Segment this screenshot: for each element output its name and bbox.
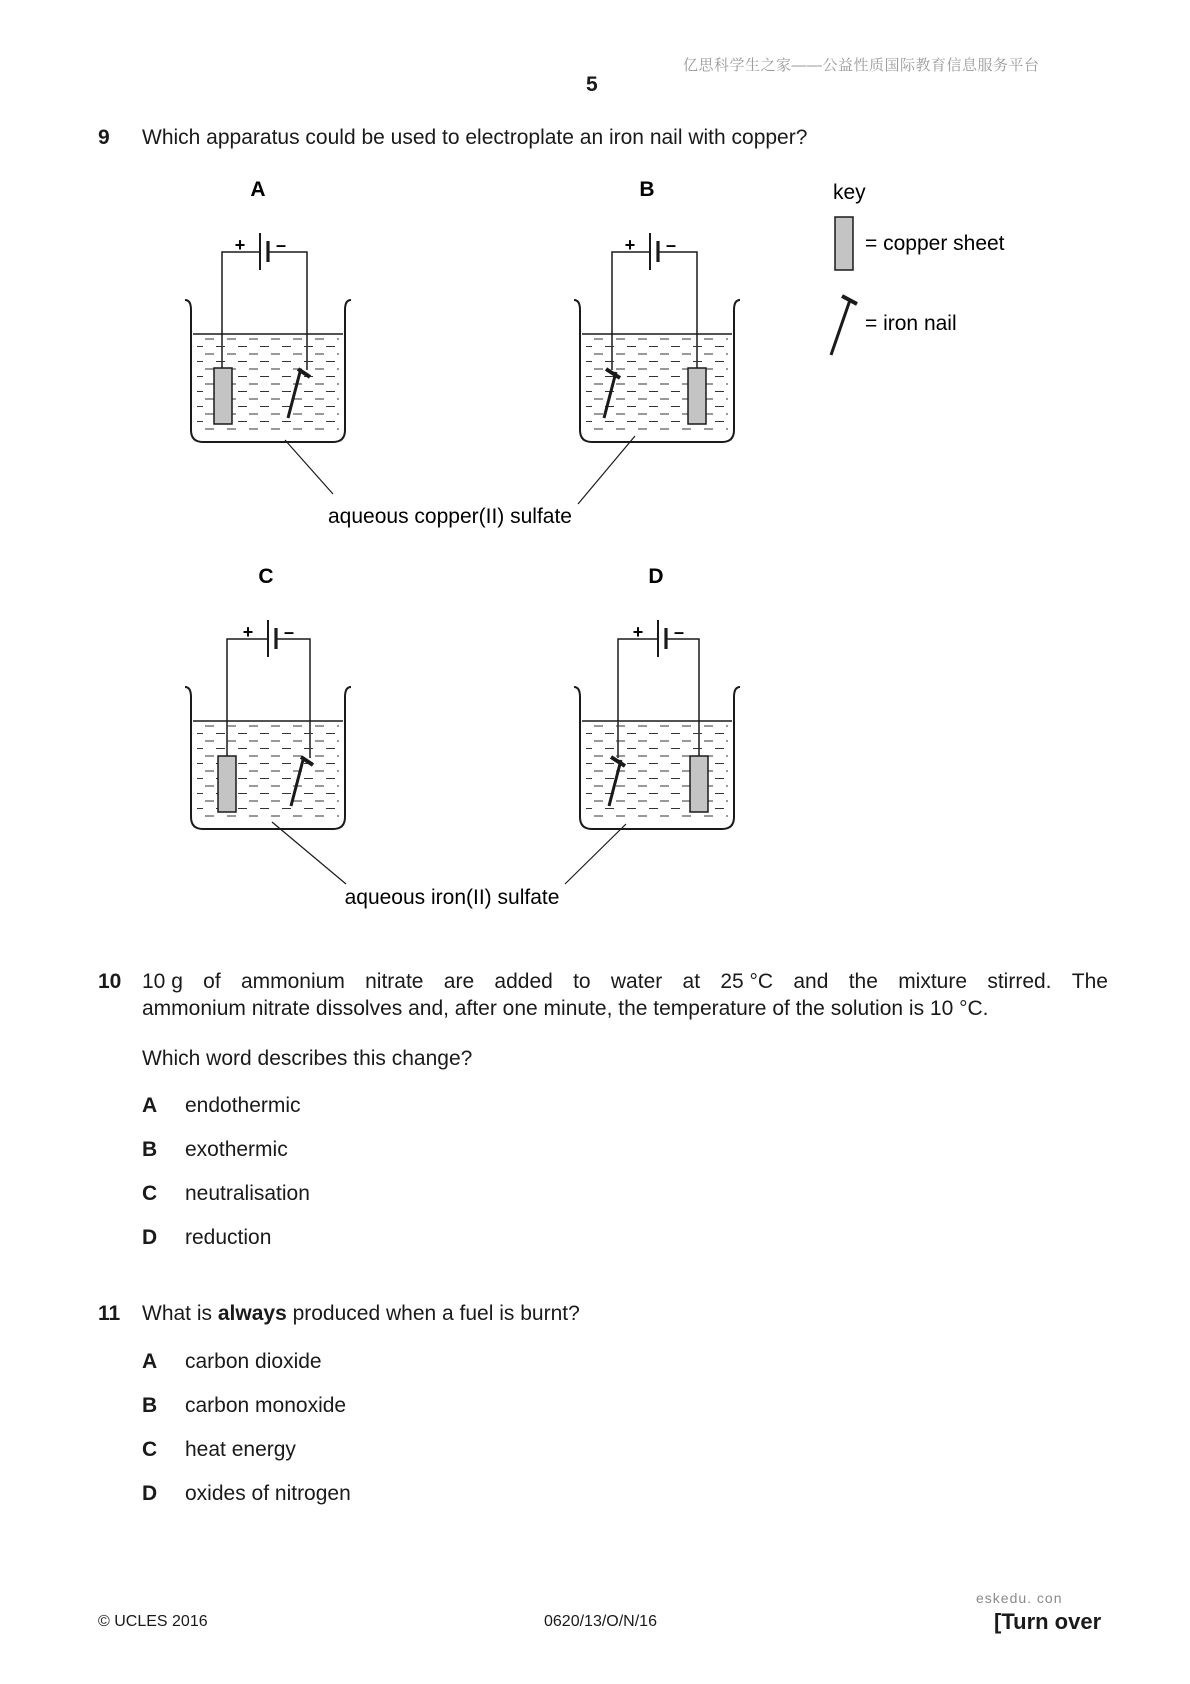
question-9-number: 9 bbox=[98, 126, 110, 149]
copper-sheet-a bbox=[214, 368, 232, 424]
plus-sign-b: + bbox=[624, 235, 636, 255]
beaker-c bbox=[185, 687, 351, 829]
question-9-text: Which apparatus could be used to electroplate an iron nail with copper? bbox=[142, 126, 808, 149]
label-c: C bbox=[258, 565, 274, 588]
key bbox=[831, 181, 1005, 355]
key-title: key bbox=[833, 181, 866, 204]
copper-sheet-c bbox=[218, 756, 236, 812]
q10-word: The bbox=[1071, 970, 1108, 993]
apparatus-d bbox=[574, 565, 740, 829]
apparatus-a bbox=[185, 178, 351, 442]
question-11-number: 11 bbox=[98, 1302, 121, 1325]
q10-word: 25 °C bbox=[720, 970, 774, 993]
q10-word: water bbox=[610, 970, 663, 993]
beaker-d bbox=[574, 687, 740, 829]
q10-option-d-text[interactable]: reduction bbox=[185, 1226, 272, 1249]
turn-over-label: [Turn over bbox=[994, 1609, 1102, 1634]
copper-sheet-d bbox=[690, 756, 708, 812]
question-10-number: 10 bbox=[98, 970, 122, 993]
q10-option-d-letter[interactable]: D bbox=[142, 1226, 158, 1249]
q10-word: mixture bbox=[898, 970, 968, 993]
q10-option-a-text[interactable]: endothermic bbox=[185, 1094, 301, 1117]
plus-sign-c: + bbox=[242, 622, 254, 642]
q10-option-b-letter[interactable]: B bbox=[142, 1138, 158, 1161]
q10-word: 10 g bbox=[142, 970, 183, 993]
key-nail-label: = iron nail bbox=[865, 312, 957, 335]
q11-option-b-letter[interactable]: B bbox=[142, 1394, 158, 1417]
key-copper-label: = copper sheet bbox=[865, 232, 1005, 255]
q10-word: of bbox=[203, 970, 221, 993]
footer-watermark: eskedu. con bbox=[976, 1590, 1063, 1606]
key-copper-sheet bbox=[835, 217, 853, 270]
q10-word: the bbox=[848, 970, 878, 993]
caption-copper-sulfate: aqueous copper(II) sulfate bbox=[328, 505, 572, 528]
q10-option-c-text[interactable]: neutralisation bbox=[185, 1182, 310, 1205]
q11-option-b-text[interactable]: carbon monoxide bbox=[185, 1394, 347, 1417]
q10-word: nitrate bbox=[365, 970, 424, 993]
page-number: 5 bbox=[586, 73, 598, 96]
question-10-line2: ammonium nitrate dissolves and, after one minute, the temperature of the solution is 10 °C. bbox=[142, 997, 989, 1020]
q11-option-a-text[interactable]: carbon dioxide bbox=[185, 1350, 322, 1373]
q11-option-c-text[interactable]: heat energy bbox=[185, 1438, 296, 1461]
header-watermark: 亿思科学生之家——公益性质国际教育信息服务平台 bbox=[683, 57, 1040, 74]
q10-option-c-letter[interactable]: C bbox=[142, 1182, 158, 1205]
q10-option-b-text[interactable]: exothermic bbox=[185, 1138, 288, 1161]
q10-word: ammonium bbox=[240, 970, 345, 993]
q11-text-after: produced when a fuel is burnt? bbox=[286, 1302, 580, 1325]
beaker-b bbox=[574, 300, 740, 442]
q10-word: stirred. bbox=[987, 970, 1052, 993]
plus-sign-a: + bbox=[234, 235, 246, 255]
caption-iron-sulfate: aqueous iron(II) sulfate bbox=[344, 886, 560, 909]
q11-option-d-letter[interactable]: D bbox=[142, 1482, 158, 1505]
apparatus-c bbox=[185, 565, 351, 829]
minus-sign-b: – bbox=[665, 235, 677, 255]
q11-text-before: What is bbox=[142, 1302, 218, 1325]
q11-option-d-text[interactable]: oxides of nitrogen bbox=[185, 1482, 351, 1505]
q10-word: to bbox=[573, 970, 591, 993]
minus-sign-c: – bbox=[283, 622, 295, 642]
footer-copyright: © UCLES 2016 bbox=[98, 1613, 208, 1630]
q11-option-c-letter[interactable]: C bbox=[142, 1438, 158, 1461]
copper-sheet-b bbox=[688, 368, 706, 424]
question-10-prompt: Which word describes this change? bbox=[142, 1047, 473, 1070]
question-10-line1 bbox=[142, 970, 1108, 994]
label-d: D bbox=[648, 565, 664, 588]
q10-word: are bbox=[443, 970, 475, 993]
minus-sign-a: – bbox=[275, 235, 287, 255]
plus-sign-d: + bbox=[632, 622, 644, 642]
footer-paper-code: 0620/13/O/N/16 bbox=[544, 1613, 657, 1630]
apparatus-b bbox=[574, 178, 740, 442]
beaker-a bbox=[185, 300, 351, 442]
label-a: A bbox=[250, 178, 266, 201]
q10-word: added bbox=[494, 970, 553, 993]
key-iron-nail-icon bbox=[831, 300, 850, 355]
question-11-text bbox=[142, 1302, 580, 1326]
minus-sign-d: – bbox=[673, 622, 685, 642]
label-b: B bbox=[639, 178, 655, 201]
q11-text-bold: always bbox=[217, 1302, 287, 1325]
q10-word: at bbox=[682, 970, 701, 993]
q11-option-a-letter[interactable]: A bbox=[142, 1350, 158, 1373]
q10-option-a-letter[interactable]: A bbox=[142, 1094, 158, 1117]
q10-word: and bbox=[793, 970, 829, 993]
